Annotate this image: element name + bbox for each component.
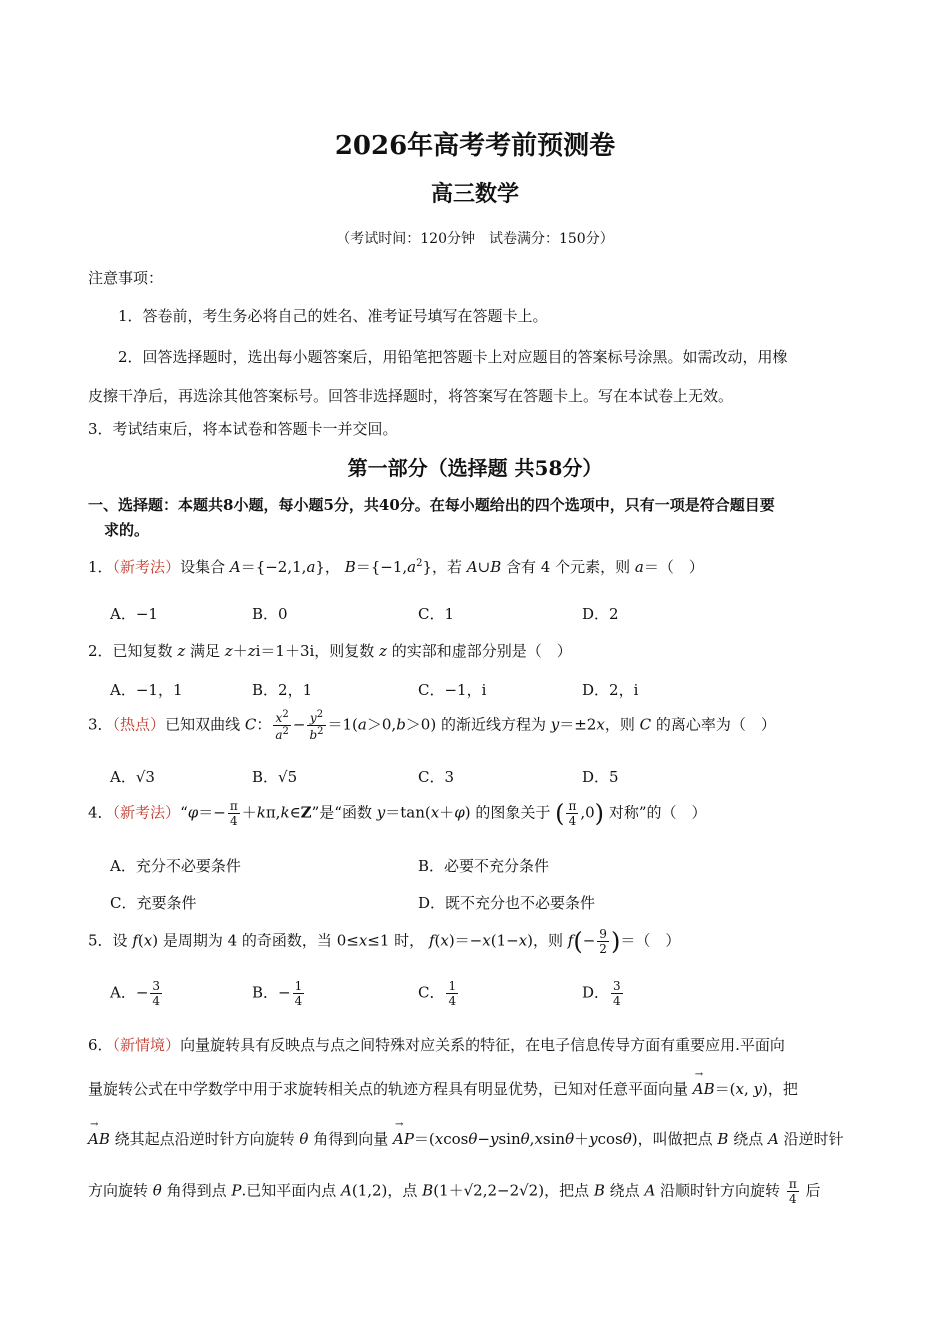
q2-option-c: C．−1，i xyxy=(418,681,487,699)
question-2: 2．已知复数 z 满足 z＋zi＝1＋3i，则复数 z 的实部和虚部分别是（ ） xyxy=(88,642,572,660)
question-1: 1．（新考法）设集合 A＝{−2,1,a}， $B=\{-1,a^2\}$，若 A∪B 含有 4 个元素，则 a＝（ ） xyxy=(88,558,704,576)
question-5: 5．设 f(x) 是周期为 4 的奇函数，当 0≤x≤1 时， f(x)＝−x(1−x)，则 f(− $\frac{9}{2}$ )＝（ ） xyxy=(88,927,681,956)
q2-option-b: B．2，1 xyxy=(252,681,313,699)
notes-heading: 注意事项： xyxy=(88,269,164,287)
question-4: 4．（新考法）“φ＝− $\frac{\pi}{4}$ ＋kπ,k∈Z”是“函数 y＝tan(x＋φ) 的图象关于 ( $\frac{\pi}{4}$ ,0) 对称”的（ ） xyxy=(88,799,707,828)
q5-option-c: C． $\frac{1}{4}$ xyxy=(418,979,457,1008)
q1-option-c: C．1 xyxy=(418,605,455,623)
page-title: 2026年高考考前预测卷 xyxy=(334,131,616,161)
question-number: 6． xyxy=(88,1036,113,1054)
q4-option-c: C．充要条件 xyxy=(110,894,197,912)
q2-option-a: A．−1，1 xyxy=(110,681,183,699)
q3-option-d: D．5 xyxy=(582,768,619,786)
question-number: 3． xyxy=(88,715,113,734)
question-number: 4． xyxy=(88,803,113,822)
question-number: 1． xyxy=(88,558,113,576)
question-number: 2． xyxy=(88,642,113,660)
question-6-line-4: 方向旋转 θ 角得到点 P.已知平面内点 A(1,2)，点 B(1＋√2,2−2√2)，把点 B 绕点 A 沿顺时针方向旋转 $\frac{\pi}{4}$ 后 xyxy=(88,1177,821,1206)
q4-option-b: B．必要不充分条件 xyxy=(418,857,550,875)
question-6-line-3: → AB 绕其起点沿逆时针方向旋转 θ 角得到向量 → AP＝(xcosθ−ysinθ,xsinθ＋ycosθ)，叫做把点 B 绕点 A 沿逆时针 xyxy=(88,1128,844,1149)
question-tag: （新考法） xyxy=(112,803,181,822)
section-instructions-line-1: 一、选择题：本题共8小题，每小题5分，共40分。在每小题给出的四个选项中，只有一项是符合题目要 xyxy=(88,496,775,514)
note-2-line-1: 2．回答选择题时，选出每小题答案后，用铅笔把答题卡上对应题目的答案标号涂黑。如需改动，用橡 xyxy=(118,348,788,366)
q1-option-d: D．2 xyxy=(582,605,619,623)
note-1: 1．答卷前，考生务必将自己的姓名、准考证号填写在答题卡上。 xyxy=(118,307,548,325)
q4-option-d: D．既不充分也不必要条件 xyxy=(418,894,596,912)
q3-option-a: A．√3 xyxy=(110,768,155,786)
section-title: 第一部分（选择题 共58分） xyxy=(347,456,603,480)
exam-info: （考试时间：120分钟 试卷满分：150分） xyxy=(336,231,614,247)
question-number: 5． xyxy=(88,931,113,950)
question-3: 3．（热点）已知双曲线 C： $\frac{x^2}{a^2}$ − $\frac{y^2}{b^2}$ ＝1(a＞0,b＞0) 的渐近线方程为 y＝±2x，则 C 的离心率为（ ） xyxy=(88,709,776,742)
q2-option-d: D．2，i xyxy=(582,681,639,699)
question-tag: （热点） xyxy=(112,715,166,734)
q5-option-d: D． $\frac{3}{4}$ xyxy=(582,979,621,1008)
q1-option-b: B．0 xyxy=(252,605,288,623)
question-6-line-1: 6．（新情境）向量旋转具有反映点与点之间特殊对应关系的特征，在电子信息传导方面有重要应用.平面向 xyxy=(88,1036,785,1054)
q3-option-b: B．√5 xyxy=(252,768,298,786)
note-3: 3．考试结束后，将本试卷和答题卡一并交回。 xyxy=(88,420,398,438)
q3-option-c: C．3 xyxy=(418,768,455,786)
q5-option-a: A．− $\frac{3}{4}$ xyxy=(110,979,161,1008)
q5-option-b: B．− $\frac{1}{4}$ xyxy=(252,979,303,1008)
question-tag: （新考法） xyxy=(112,558,181,576)
q1-option-a: A．−1 xyxy=(110,605,158,623)
note-2-line-2: 皮擦干净后，再选涂其他答案标号。回答非选择题时，将答案写在答题卡上。写在本试卷上无效。 xyxy=(88,387,734,405)
section-instructions-line-2: 求的。 xyxy=(104,521,150,539)
q4-option-a: A．充分不必要条件 xyxy=(110,857,241,875)
subject-title: 高三数学 xyxy=(430,181,519,207)
question-6-line-2: 量旋转公式在中学数学中用于求旋转相关点的轨迹方程具有明显优势，已知对任意平面向量 → AB＝(x, y)，把 xyxy=(88,1078,798,1099)
question-tag: （新情境） xyxy=(112,1036,181,1054)
